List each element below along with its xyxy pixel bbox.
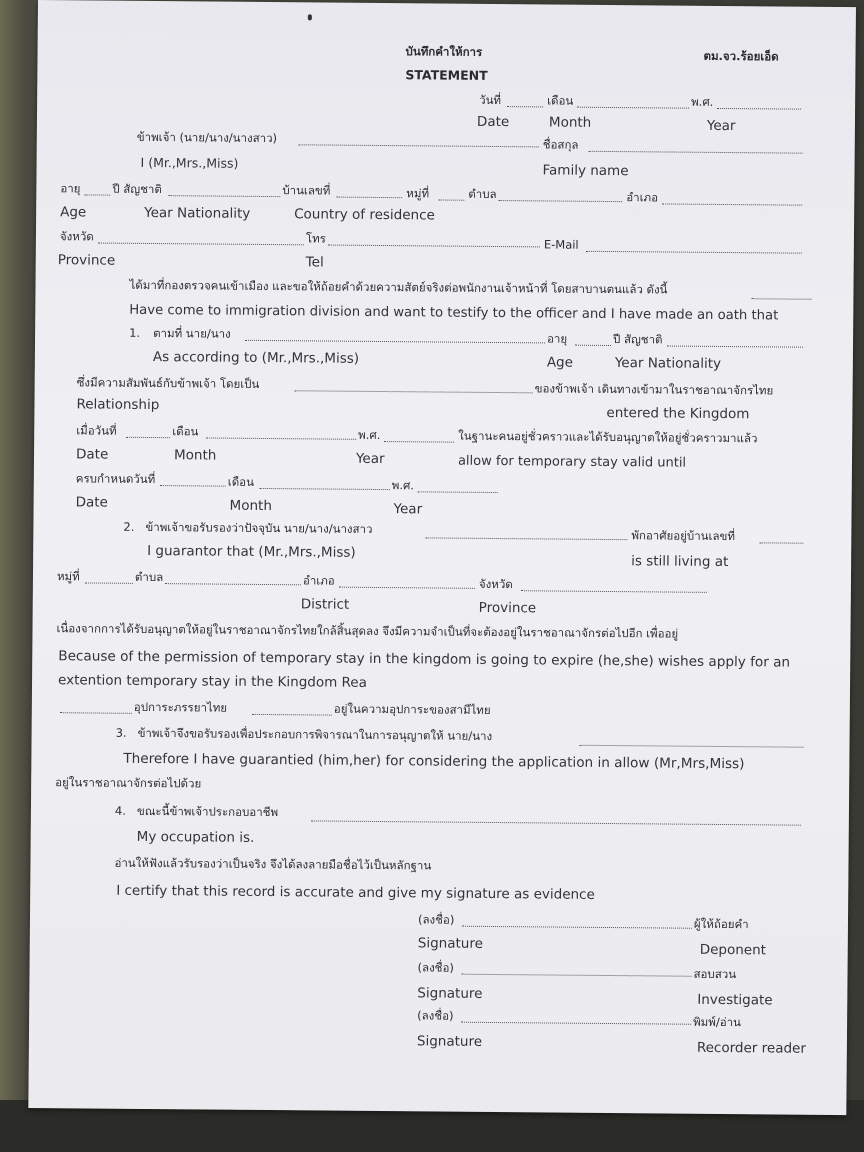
country-label-en: Country of residence [294,206,435,224]
certify-th: อ่านให้ฟังแล้วรับรองว่าเป็นจริง จึงได้ลงลายมือชื่อไว้เป็นหลักฐาน [114,855,432,873]
tel-field[interactable] [328,245,540,248]
entry-year-field[interactable] [384,441,454,443]
form-title-th: บันทึกคำให้การ [405,44,483,59]
year-label-th: พ.ศ. [691,94,714,109]
temporary-en: allow for temporary stay valid until [457,453,687,471]
sign2-role-th: สอบสวน [693,966,737,982]
form-title-en: STATEMENT [405,67,488,83]
wife-th: อุปการะภรรยาไทย [133,699,228,715]
day-field[interactable] [507,106,543,107]
sign3-label-th: (ลงชื่อ) [417,1008,454,1023]
because-en: Because of the permission of temporary stay in the kingdom is going to expire (he,she) wishes apply for an [58,648,791,671]
entry-month-field[interactable] [206,437,356,439]
family-label-en: Family name [542,162,629,180]
item2-label-en: I guarantor that (Mr.,Mrs.,Miss) [147,542,356,561]
sign1-role-en: Deponent [699,941,767,959]
relationship-en: Relationship [76,396,160,414]
extension-en: extention temporary stay in the Kingdom Rea [57,672,367,691]
entry-day-field[interactable] [126,437,170,438]
item3-continue-th: อยู่ในราชอาณาจักรต่อไปด้วย [55,775,202,791]
i-label-en: I (Mr.,Mrs.,Miss) [140,154,239,171]
nationality-field[interactable] [168,195,280,197]
oath-extra-field[interactable] [751,298,811,300]
husband-check-field[interactable] [252,714,332,716]
item4-label-en: My occupation is. [136,828,255,846]
until-year-en: Year [393,501,423,518]
sign3-role-th: พิมพ์/อ่าน [693,1014,742,1030]
province-label-en: Province [57,252,116,269]
age-label-th: อายุ [60,181,81,196]
email-label: E-Mail [543,237,579,252]
i-label-th: ข้าพเจ้า (นาย/นาง/นางสาว) [136,129,278,146]
until-day-field[interactable] [160,485,226,487]
item3-number: 3. [115,725,127,740]
year-field[interactable] [717,108,801,110]
item2-amphoe-th: อำเภอ [302,573,335,588]
house-no-field[interactable] [336,197,402,199]
certify-en: I certify that this record is accurate and give my signature as evidence [116,882,595,903]
item4-label-th: ขณะนี้ข้าพเจ้าประกอบอาชีพ [136,803,279,820]
sign1-role-th: ผู้ให้ถ้อยคำ [693,916,749,932]
month-label-en: Month [548,114,592,131]
item1-label-th: ตามที่ นาย/นาง [153,326,231,341]
family-name-field[interactable] [589,151,803,154]
recorder-signature-field[interactable] [461,1022,691,1025]
occupation-field[interactable] [311,820,801,825]
item3-label-en: Therefore I have guarantied (him,her) for considering the application in allow (Mr,Mrs,Miss) [123,750,745,773]
tel-label-th: โทร [305,231,326,246]
sign2-role-en: Investigate [697,991,773,1009]
province-field[interactable] [98,243,304,246]
day-label-th: วันที่ [479,92,502,108]
relationship-field[interactable] [295,390,533,393]
item3-label-th: ข้าพเจ้าจึงขอรับรองเพื่อประกอบการพิจารณาในการอนุญาตให้ นาย/นาง [137,725,493,743]
office-code: ตม.จว.ร้อยเอ็ด [703,48,779,64]
item2-moo-field[interactable] [85,582,133,583]
until-month-en: Month [229,497,272,515]
age-label-en: Age [60,204,87,221]
email-field[interactable] [586,251,802,254]
age-field[interactable] [84,194,110,195]
moo-field[interactable] [438,200,464,201]
statement-form-paper [28,0,856,1115]
sign3-label-en: Signature [416,1033,483,1050]
entry-month-th: เดือน [172,424,199,439]
item1-age-th: อายุ [547,331,568,346]
year-nationality-th: ปี สัญชาติ [112,181,162,197]
entry-date-en: Date [75,446,109,463]
husband-th: อยู่ในความอุปการะของสามีไทย [333,701,491,717]
entered-en: entered the Kingdom [606,404,750,423]
item2-name-field[interactable] [425,537,627,540]
item1-age-en: Age [546,354,574,371]
item2-district-en: District [300,596,350,613]
tel-label-en: Tel [305,254,324,271]
because-th: เนื่องจากการได้รับอนุญาตให้อยู่ในราชอาณาจักรไทยใกล้สิ้นสุดลง จึงมีความจำเป็นที่จะต้องอยู่ในราชอาณาจักรต่อไปอีก เพื่ออยู่ [56,621,679,641]
year-nationality-en: Year Nationality [144,204,251,222]
family-label-th: ชื่อสกุล [542,137,579,152]
living-en: is still living at [631,553,729,571]
sign1-label-th: (ลงชื่อ) [417,912,455,927]
paper-mark [308,14,312,20]
relationship-th: ซึ่งมีความสัมพันธ์กับข้าพเจ้า โดยเป็น [76,375,260,391]
sign3-role-en: Recorder reader [696,1039,807,1057]
month-label-th: เดือน [547,93,574,108]
item2-label-th: ข้าพเจ้าขอรับรองว่าปัจจุบัน นาย/นาง/นางสาว [145,519,373,536]
amphoe-field[interactable] [662,203,802,205]
entry-year-en: Year [355,450,385,468]
until-year-field[interactable] [418,491,498,493]
until-date-en: Date [75,494,108,511]
item4-number: 4. [114,803,126,818]
item2-tambon-th: ตำบล [134,569,164,585]
item2-number: 2. [123,519,135,534]
item1-name-field[interactable] [245,340,545,344]
item2-moo-th: หมู่ที่ [56,569,80,584]
entry-year-th: พ.ศ. [358,427,381,443]
until-month-field[interactable] [260,488,390,490]
amphoe-label-th: อำเภอ [626,190,659,205]
tambon-label-th: ตำบล [468,186,497,202]
item1-yn-th: ปี สัญชาติ [613,332,663,347]
wife-check-field[interactable] [60,712,132,714]
moo-label-th: หมู่ที่ [406,186,430,201]
year-label-en: Year [706,117,736,135]
oath-th: ได้มาที่กองตรวจคนเข้าเมือง และขอให้ถ้อยคำด้วยความสัตย์จริงต่อพนักงานเจ้าหน้าที่ โดยสาบานตนแล้ว ดังนี้ [129,277,668,297]
month-field[interactable] [577,107,689,109]
item2-province-field[interactable] [521,590,707,593]
entered-th: ของข้าพเจ้า เดินทางเข้ามาในราชอาณาจักรไทย [534,381,774,398]
item1-yn-en: Year Nationality [614,355,722,372]
name-field[interactable] [299,144,539,147]
item3-name-field[interactable] [580,745,804,748]
item1-nationality-field[interactable] [667,346,803,348]
until-date-th: ครบกำหนดวันที่ [75,471,156,487]
province-label-th: จังหวัด [59,229,94,244]
temporary-th: ในฐานะคนอยู่ชั่วคราวและได้รับอนุญาตให้อยู่ชั่วคราวมาแล้ว [458,428,758,446]
item2-house-field[interactable] [759,542,803,543]
entry-month-en: Month [173,447,217,464]
house-no-th: บ้านเลขที่ [282,183,331,198]
item1-number: 1. [129,325,141,340]
entry-date-th: เมื่อวันที่ [76,423,117,438]
tambon-field[interactable] [498,200,622,202]
item2-tambon-field[interactable] [165,583,301,585]
sign2-label-en: Signature [417,985,483,1002]
deponent-signature-field[interactable] [462,926,692,929]
item1-age-field[interactable] [575,345,611,346]
living-th: พักอาศัยอยู่บ้านเลขที่ [631,528,736,544]
until-month-th: เดือน [227,474,255,489]
until-year-th: พ.ศ. [391,478,415,493]
item2-amphoe-field[interactable] [339,587,475,589]
item2-province-th: จังหวัด [478,576,513,592]
sign2-label-th: (ลงชื่อ) [417,960,454,975]
day-label-en: Date [476,113,510,131]
item1-label-en: As according to (Mr.,Mrs.,Miss) [152,349,360,367]
item2-province-en: Province [478,599,537,617]
investigator-signature-field[interactable] [462,974,692,977]
sign1-label-en: Signature [417,935,483,952]
oath-en: Have come to immigration division and want to testify to the officer and I have made an oath that [129,302,779,324]
